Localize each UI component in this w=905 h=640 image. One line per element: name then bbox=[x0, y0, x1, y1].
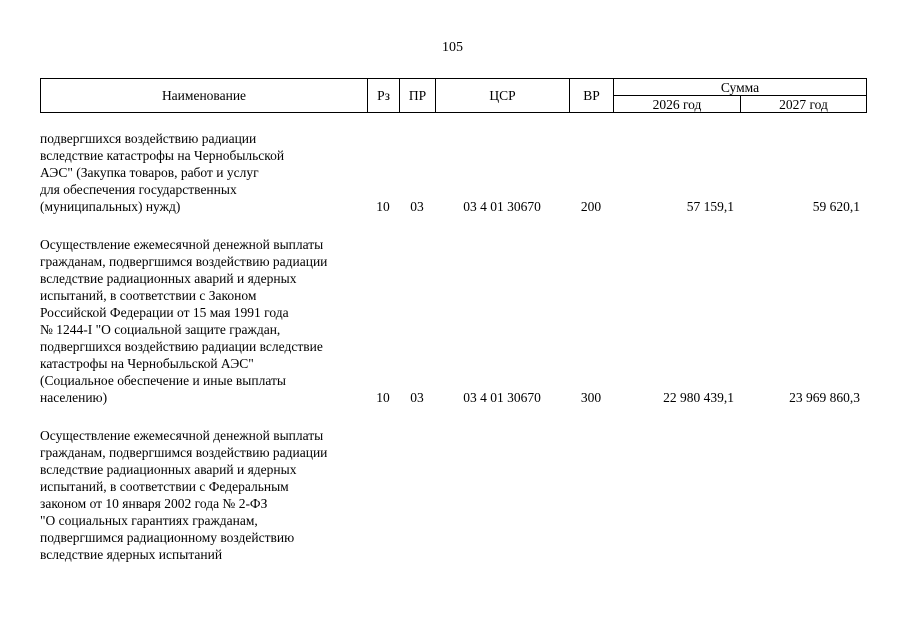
table-row bbox=[40, 236, 866, 406]
row-pr bbox=[399, 427, 435, 563]
row-vr: 300 bbox=[580, 390, 602, 405]
header-year-2026: 2026 год bbox=[614, 96, 741, 113]
row-pr: 03 bbox=[410, 199, 424, 214]
row-spacer bbox=[40, 406, 866, 427]
page-number: 105 bbox=[442, 40, 463, 55]
row-pr: 03 bbox=[410, 390, 424, 405]
row-csr: 03 4 01 30670 bbox=[463, 390, 541, 405]
header-name: Наименование bbox=[41, 79, 368, 113]
table-row bbox=[40, 130, 866, 215]
header-pr: ПР bbox=[400, 79, 436, 113]
header-year-2027: 2027 год bbox=[741, 96, 867, 113]
row-sum-2026: 57 159,1 bbox=[686, 199, 734, 214]
row-sum-2026: 22 980 439,1 bbox=[663, 390, 734, 405]
row-vr bbox=[569, 427, 613, 563]
row-csr: 03 4 01 30670 bbox=[463, 199, 541, 214]
row-sum-2027 bbox=[740, 427, 866, 563]
header-vr: ВР bbox=[570, 79, 614, 113]
row-rz: 10 bbox=[376, 390, 390, 405]
header-sum: Сумма bbox=[614, 79, 867, 96]
row-rz bbox=[367, 427, 399, 563]
row-csr bbox=[435, 427, 569, 563]
row-name: Осуществление ежемесячной денежной выплаты гражданам, подвергшимся воздействию радиации вследствие радиационных аварий и ядерных испытаний, в соответствии с Федеральным законом от 10 января 2002 года № 2-ФЗ "О социальных гарантиях гражданам, подвергшимся радиационному воздействию вследствие ядерных испытаний bbox=[40, 428, 328, 562]
row-sum-2027: 23 969 860,3 bbox=[789, 390, 860, 405]
table-row bbox=[40, 427, 866, 563]
row-name: подвергшихся воздействию радиации вследствие катастрофы на Чернобыльской АЭС" (Закупка товаров, работ и услуг для обеспечения государственных (муниципальных) нужд) bbox=[40, 131, 285, 214]
row-spacer bbox=[40, 215, 866, 236]
row-rz: 10 bbox=[376, 199, 390, 214]
row-name: Осуществление ежемесячной денежной выплаты гражданам, подвергшимся воздействию радиации вследствие радиационных аварий и ядерных испытаний, в соответствии с Законом Российской Федерации от 15 мая 1991 года № 1244-I "О социальной защите граждан, подвергшихся воздействию радиации вследствие катастрофы на Чернобыльской АЭС" (Социальное обеспечение и иные выплаты населению) bbox=[40, 237, 328, 405]
row-vr: 200 bbox=[580, 199, 602, 214]
row-sum-2027: 59 620,1 bbox=[812, 199, 860, 214]
header-csr: ЦСР bbox=[436, 79, 570, 113]
table-body bbox=[40, 130, 866, 563]
header-rz: Рз bbox=[368, 79, 400, 113]
table-header bbox=[40, 78, 867, 113]
row-sum-2026 bbox=[613, 427, 740, 563]
